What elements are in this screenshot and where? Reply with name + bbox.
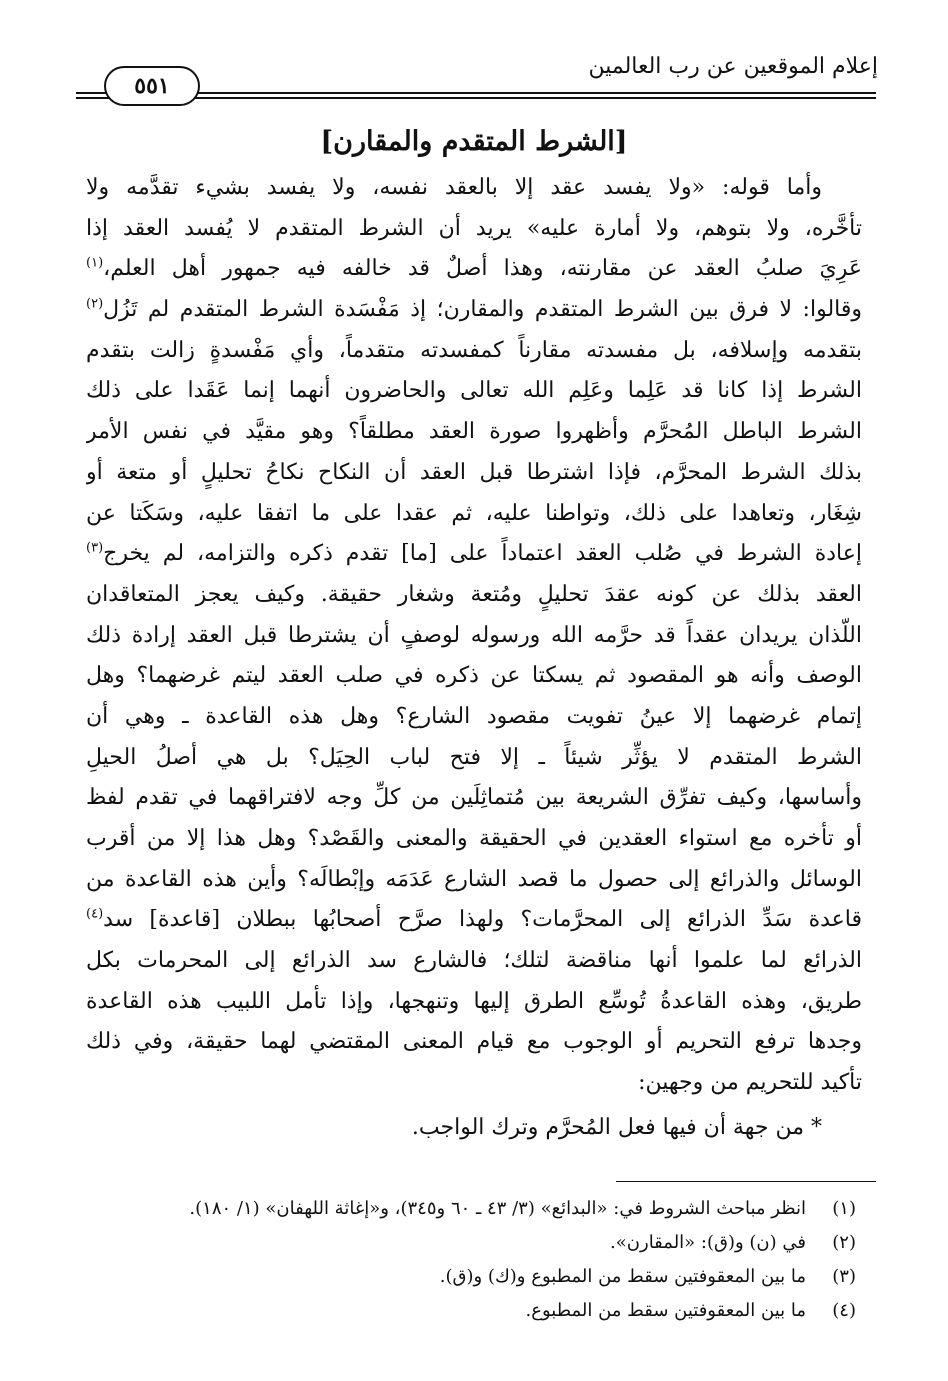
footnote-text: ما بين المعقوفتين سقط من المطبوع و(ك) و(ق). bbox=[439, 1266, 806, 1287]
body-line: طريق، وهذه القاعدةُ تُوسِّع الطرق إليها وتنهجها، وإذا تأمل اللبيب هذه القاعدة bbox=[86, 988, 862, 1014]
body-line: وجدها ترفع التحريم أو الوجوب مع قيام المعنى المقتضي لهما حقيقة، وفي ذلك bbox=[86, 1029, 862, 1055]
footnote-text: انظر مباحث الشروط في: «البدائع» (٣/ ٤٣ ـ ٦٠ و٣٤٥)، و«إغاثة اللهفان» (١/ ١٨٠). bbox=[189, 1198, 806, 1219]
footnote bbox=[76, 1260, 856, 1294]
body-text bbox=[86, 168, 862, 1149]
footnote-ref[interactable]: (٢) bbox=[86, 296, 104, 312]
body-line: تأكيد للتحريم من وجهين: bbox=[638, 1070, 862, 1096]
body-line: الشرط الباطل المُحرَّم وأظهروا صورة العقد مطلقاً؟ وهو مقيَّد في نفس الأمر bbox=[86, 419, 862, 445]
body-line: تأخَّره، ولا بتوهم، ولا أمارة عليه» يريد أن الشرط المتقدم لا يُفسد العقد إذا bbox=[86, 215, 862, 241]
body-line: وقالوا: لا فرق بين الشرط المتقدم والمقارن؛ إذ مَفْسَدة الشرط المتقدم لم تَزُل$^{(٢)}$ bbox=[86, 296, 862, 323]
body-line: العقد بذلك عن كونه عقدَ تحليلٍ ومُتعة وشغار حقيقة. وكيف يعجز المتعاقدان bbox=[86, 581, 862, 607]
body-line: الوصف وأنه هو المقصود ثم يسكتا عن ذكره في صلب العقد ليتم غرضهما؟ وهل bbox=[86, 663, 862, 689]
body-line: الوسائل والذرائع إلى حصول ما قصد الشارع عَدَمَه وإبْطالَه؟ وأين هذه القاعدة من bbox=[86, 866, 862, 892]
footnote-number: (١) bbox=[832, 1198, 856, 1219]
body-line: وأساسها، وكيف تفرِّق الشريعة بين مُتماثِلَين من كلِّ وجه لافتراقهما في تقدم لفظ bbox=[86, 785, 862, 811]
footnote-ref[interactable]: (٤) bbox=[86, 907, 104, 923]
section-title: [الشرط المتقدم والمقارن] bbox=[320, 126, 628, 157]
body-line: عَرِيَ صلبُ العقد عن مقارنته، وهذا أصلٌ قد خالفه فيه جمهور أهل العلم،$^{(١)}$ bbox=[86, 256, 862, 282]
footnote bbox=[76, 1294, 856, 1328]
bullet-star-icon: * bbox=[811, 1114, 822, 1140]
body-line: الشرط المتقدم لا يؤثِّر شيئاً ـ إلا فتح لباب الحِيَل؟ بل هي أصلُ الحيلِ bbox=[86, 744, 862, 770]
body-line: إعادة الشرط في صُلب العقد اعتماداً على [ما] تقدم ذكره والتزامه، لم يخرج$^{(٣)}$ bbox=[86, 540, 862, 567]
body-line: بذلك الشرط المحرَّم، فإذا اشترطا قبل العقد أن النكاح نكاحُ تحليلٍ أو متعة أو bbox=[86, 459, 862, 485]
footnote-number: (٤) bbox=[832, 1300, 856, 1321]
footnote-separator bbox=[616, 1181, 876, 1182]
footnote bbox=[76, 1226, 856, 1260]
footnote-number: (٢) bbox=[832, 1232, 856, 1253]
footnote-number: (٣) bbox=[832, 1266, 856, 1287]
body-line: الذرائع لما علموا أنها مناقضة لتلك؛ فالشارع سد الذرائع إلى المحرمات بكل bbox=[86, 948, 862, 974]
body-line: بتقدمه وإسلافه، بل مفسدته مقارناً كمفسدته متقدماً، وأي مَفْسدةٍ زالت بتقدم bbox=[86, 337, 862, 363]
body-line: وأما قوله: «ولا يفسد عقد إلا بالعقد نفسه، ولا يفسد بشيء تقدَّمه ولا bbox=[86, 175, 822, 200]
page-number-badge: ٥٥١ bbox=[104, 66, 200, 106]
bullet-text: من جهة أن فيها فعل المُحرَّم وترك الواجب. bbox=[411, 1114, 804, 1140]
body-line: قاعدة سَدِّ الذرائع إلى المحرَّمات؟ ولهذا صرَّح أصحابُها ببطلان [قاعدة] سد$^{(٤)}$ bbox=[86, 907, 862, 933]
body-line: إتمام غرضهما إلا عينُ تفويت مقصود الشارع؟ وهل هذه القاعدة ـ وهي أن bbox=[86, 703, 862, 729]
footnote-ref[interactable]: (١) bbox=[86, 256, 104, 272]
footnotes bbox=[76, 1192, 856, 1328]
body-line: اللّذان يريدان عقداً قد حرَّمه الله ورسوله لوصفٍ أن يشترطا قبل العقد إرادة ذلك bbox=[86, 622, 862, 648]
body-line: الشرط إذا كانا قد عَلِما وعَلِم الله تعالى والحاضرون أنهما إنما عَقَدا على ذلك bbox=[86, 378, 862, 404]
footnote-text: ما بين المعقوفتين سقط من المطبوع. bbox=[525, 1300, 806, 1321]
footnote bbox=[76, 1192, 856, 1226]
body-line: أو تأخره مع استواء العقدين في الحقيقة والمعنى والقَصْد؟ وهل هذا إلا من أقرب bbox=[86, 826, 862, 851]
running-header-title: إعلام الموقعين عن رب العالمين bbox=[588, 54, 878, 79]
footnote-text: في (ن) و(ق): «المقارن». bbox=[610, 1232, 806, 1253]
footnote-ref[interactable]: (٣) bbox=[86, 540, 104, 556]
body-line: شِغَار، وتعاهدا على ذلك، وتواطنا عليه، ثم عقدا على ما اتفقا عليه، وسَكَتا عن bbox=[86, 500, 862, 526]
bullet-item bbox=[86, 1108, 862, 1149]
